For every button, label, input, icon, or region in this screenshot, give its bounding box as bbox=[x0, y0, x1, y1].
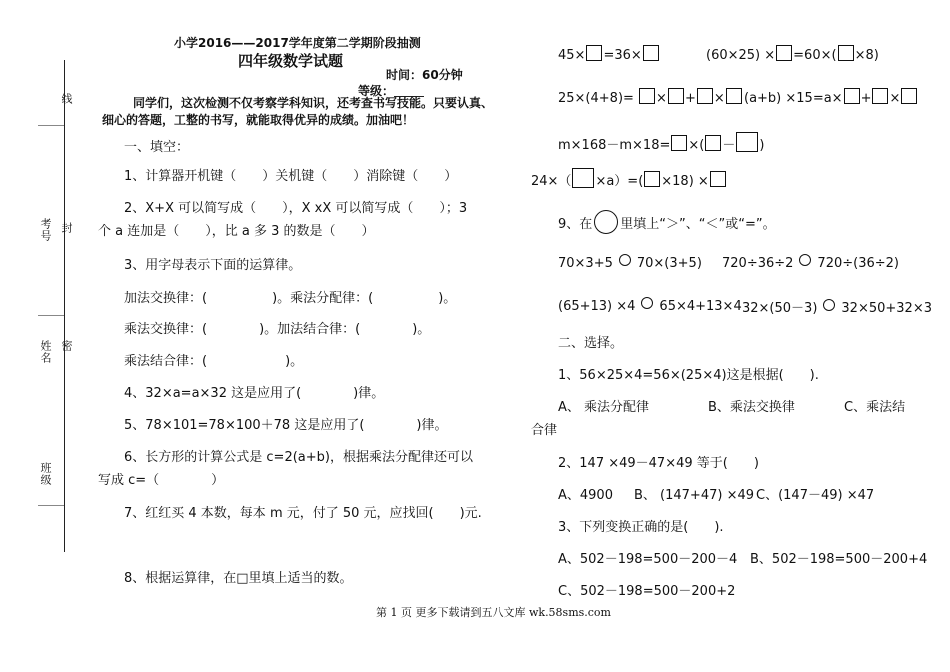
fill-row-1a: 45× =36× bbox=[558, 45, 660, 63]
choice-3-c: C、502－198=500－200+2 bbox=[558, 584, 736, 599]
question-8: 8、根据运算律，在□里填上适当的数。 bbox=[124, 571, 353, 586]
answer-box[interactable] bbox=[872, 88, 888, 104]
compare-circle[interactable] bbox=[641, 297, 653, 309]
question-3-b: 乘法交换律：( )。加法结合律：( )。 bbox=[124, 322, 431, 337]
choice-3: 3、下列变换正确的是( ). bbox=[558, 520, 724, 535]
exam-line: 小学2016——2017学年度第二学期阶段抽测 bbox=[174, 36, 421, 50]
intro-line-2: 细心的答题，工整的书写，就能取得优异的成绩。加油吧！ bbox=[102, 113, 415, 127]
sidebar-exam-no: 考号 bbox=[39, 218, 52, 242]
compare-row-1b: 720÷36÷2 720÷(36÷2) bbox=[722, 256, 899, 271]
question-2-line-1: 2、X+X 可以简写成（ ），X xX 可以简写成（ ）；3 bbox=[124, 201, 468, 216]
answer-box[interactable] bbox=[726, 88, 742, 104]
fill-row-4: 24×（ ×a）=( ×18) × bbox=[531, 168, 727, 189]
answer-box[interactable] bbox=[643, 45, 659, 61]
question-3: 3、用字母表示下面的运算律。 bbox=[124, 258, 302, 273]
answer-box[interactable] bbox=[838, 45, 854, 61]
compare-circle[interactable] bbox=[823, 299, 835, 311]
choice-3-a: A、502－198=500－200－4 bbox=[558, 552, 738, 567]
answer-box[interactable] bbox=[844, 88, 860, 104]
exam-time: 时间：60分钟 bbox=[386, 68, 463, 82]
question-1: 1、计算器开机键（ ）关机键（ ）消除键（ ） bbox=[124, 169, 458, 184]
compare-circle[interactable] bbox=[799, 254, 811, 266]
choice-2-a: A、4900 bbox=[558, 488, 613, 503]
question-6-line-2: 写成 c=（ ） bbox=[98, 473, 225, 488]
intro-line-1: 同学们，这次检测不仅考察学科知识，还考查书写技能。只要认真、 bbox=[133, 96, 494, 110]
fill-row-3: m×168－m×18= ×( － ) bbox=[558, 132, 764, 153]
fill-row-2b: (a+b) ×15=a× + × bbox=[744, 88, 918, 106]
choice-1: 1、56×25×4=56×(25×4)这是根据( ). bbox=[558, 368, 819, 383]
sidebar-line-label: 线 bbox=[60, 93, 73, 105]
section-fill-blank: 一、填空： bbox=[124, 140, 190, 155]
sidebar-class: 班级 bbox=[39, 462, 52, 486]
question-7: 7、红红买 4 本数，每本 m 元，付了 50 元，应找回( )元. bbox=[124, 506, 482, 521]
answer-box[interactable] bbox=[586, 45, 602, 61]
choice-2-c: C、(147－49) ×47 bbox=[756, 488, 875, 503]
question-6-line-1: 6、长方形的计算公式是 c=2(a+b)，根据乘法分配律还可以 bbox=[124, 450, 473, 465]
compare-circle[interactable] bbox=[619, 254, 631, 266]
answer-box[interactable] bbox=[697, 88, 713, 104]
choice-1-b: B、乘法交换律 bbox=[708, 400, 795, 415]
answer-box[interactable] bbox=[644, 171, 660, 187]
question-4: 4、32×a=a×32 这是应用了( )律。 bbox=[124, 386, 385, 401]
answer-box[interactable] bbox=[901, 88, 917, 104]
answer-box[interactable] bbox=[776, 45, 792, 61]
sidebar-rule-1 bbox=[38, 125, 64, 126]
grade-label: 等级： bbox=[358, 84, 395, 98]
answer-box[interactable] bbox=[671, 135, 687, 151]
question-9: 9、在 里填上“＞”、“＜”或“=”。 bbox=[558, 210, 776, 234]
question-3-c: 乘法结合律：( )。 bbox=[124, 354, 304, 369]
circle-icon bbox=[594, 210, 618, 234]
answer-box[interactable] bbox=[572, 168, 594, 188]
choice-2: 2、147 ×49－47×49 等于( ) bbox=[558, 456, 759, 471]
answer-box[interactable] bbox=[668, 88, 684, 104]
choice-3-b: B、502－198=500－200+4 bbox=[750, 552, 928, 567]
answer-box[interactable] bbox=[705, 135, 721, 151]
choice-1-a: A、 乘法分配律 bbox=[558, 400, 650, 415]
choice-1-c-cont: 合律 bbox=[531, 423, 558, 438]
compare-row-1a: 70×3+5 70×(3+5) bbox=[558, 256, 702, 271]
sidebar-seal-2: 密 bbox=[60, 340, 73, 352]
compare-row-2a: (65+13) ×4 65×4+13×4 bbox=[558, 299, 742, 314]
page-footer: 第 1 页 更多下载请到五八文库 wk.58sms.com bbox=[376, 606, 611, 619]
sidebar-rule-2 bbox=[38, 315, 64, 316]
question-3-a: 加法交换律：( )。乘法分配律：( )。 bbox=[124, 291, 457, 306]
question-2-line-2: 个 a 连加是（ ），比 a 多 3 的数是（ ） bbox=[98, 224, 375, 239]
sidebar-seal: 封 bbox=[60, 222, 73, 234]
section-choice: 二、选择。 bbox=[558, 336, 624, 351]
question-5: 5、78×101=78×100＋78 这是应用了( )律。 bbox=[124, 418, 448, 433]
binding-line bbox=[64, 60, 65, 552]
sidebar-name: 姓名 bbox=[39, 340, 52, 364]
answer-box[interactable] bbox=[710, 171, 726, 187]
fill-row-1b: (60×25) × =60×( ×8) bbox=[706, 45, 879, 63]
choice-2-b: B、 (147+47) ×49 bbox=[634, 488, 755, 503]
choice-1-c: C、乘法结 bbox=[844, 400, 906, 415]
answer-box[interactable] bbox=[736, 132, 758, 152]
sidebar-rule-3 bbox=[38, 505, 64, 506]
compare-row-2b: 32×(50－3) 32×50+32×3 bbox=[742, 301, 932, 316]
fill-row-2a: 25×(4+8)= × + × bbox=[558, 88, 743, 106]
answer-box[interactable] bbox=[639, 88, 655, 104]
page-title: 四年级数学试题 bbox=[238, 52, 344, 70]
